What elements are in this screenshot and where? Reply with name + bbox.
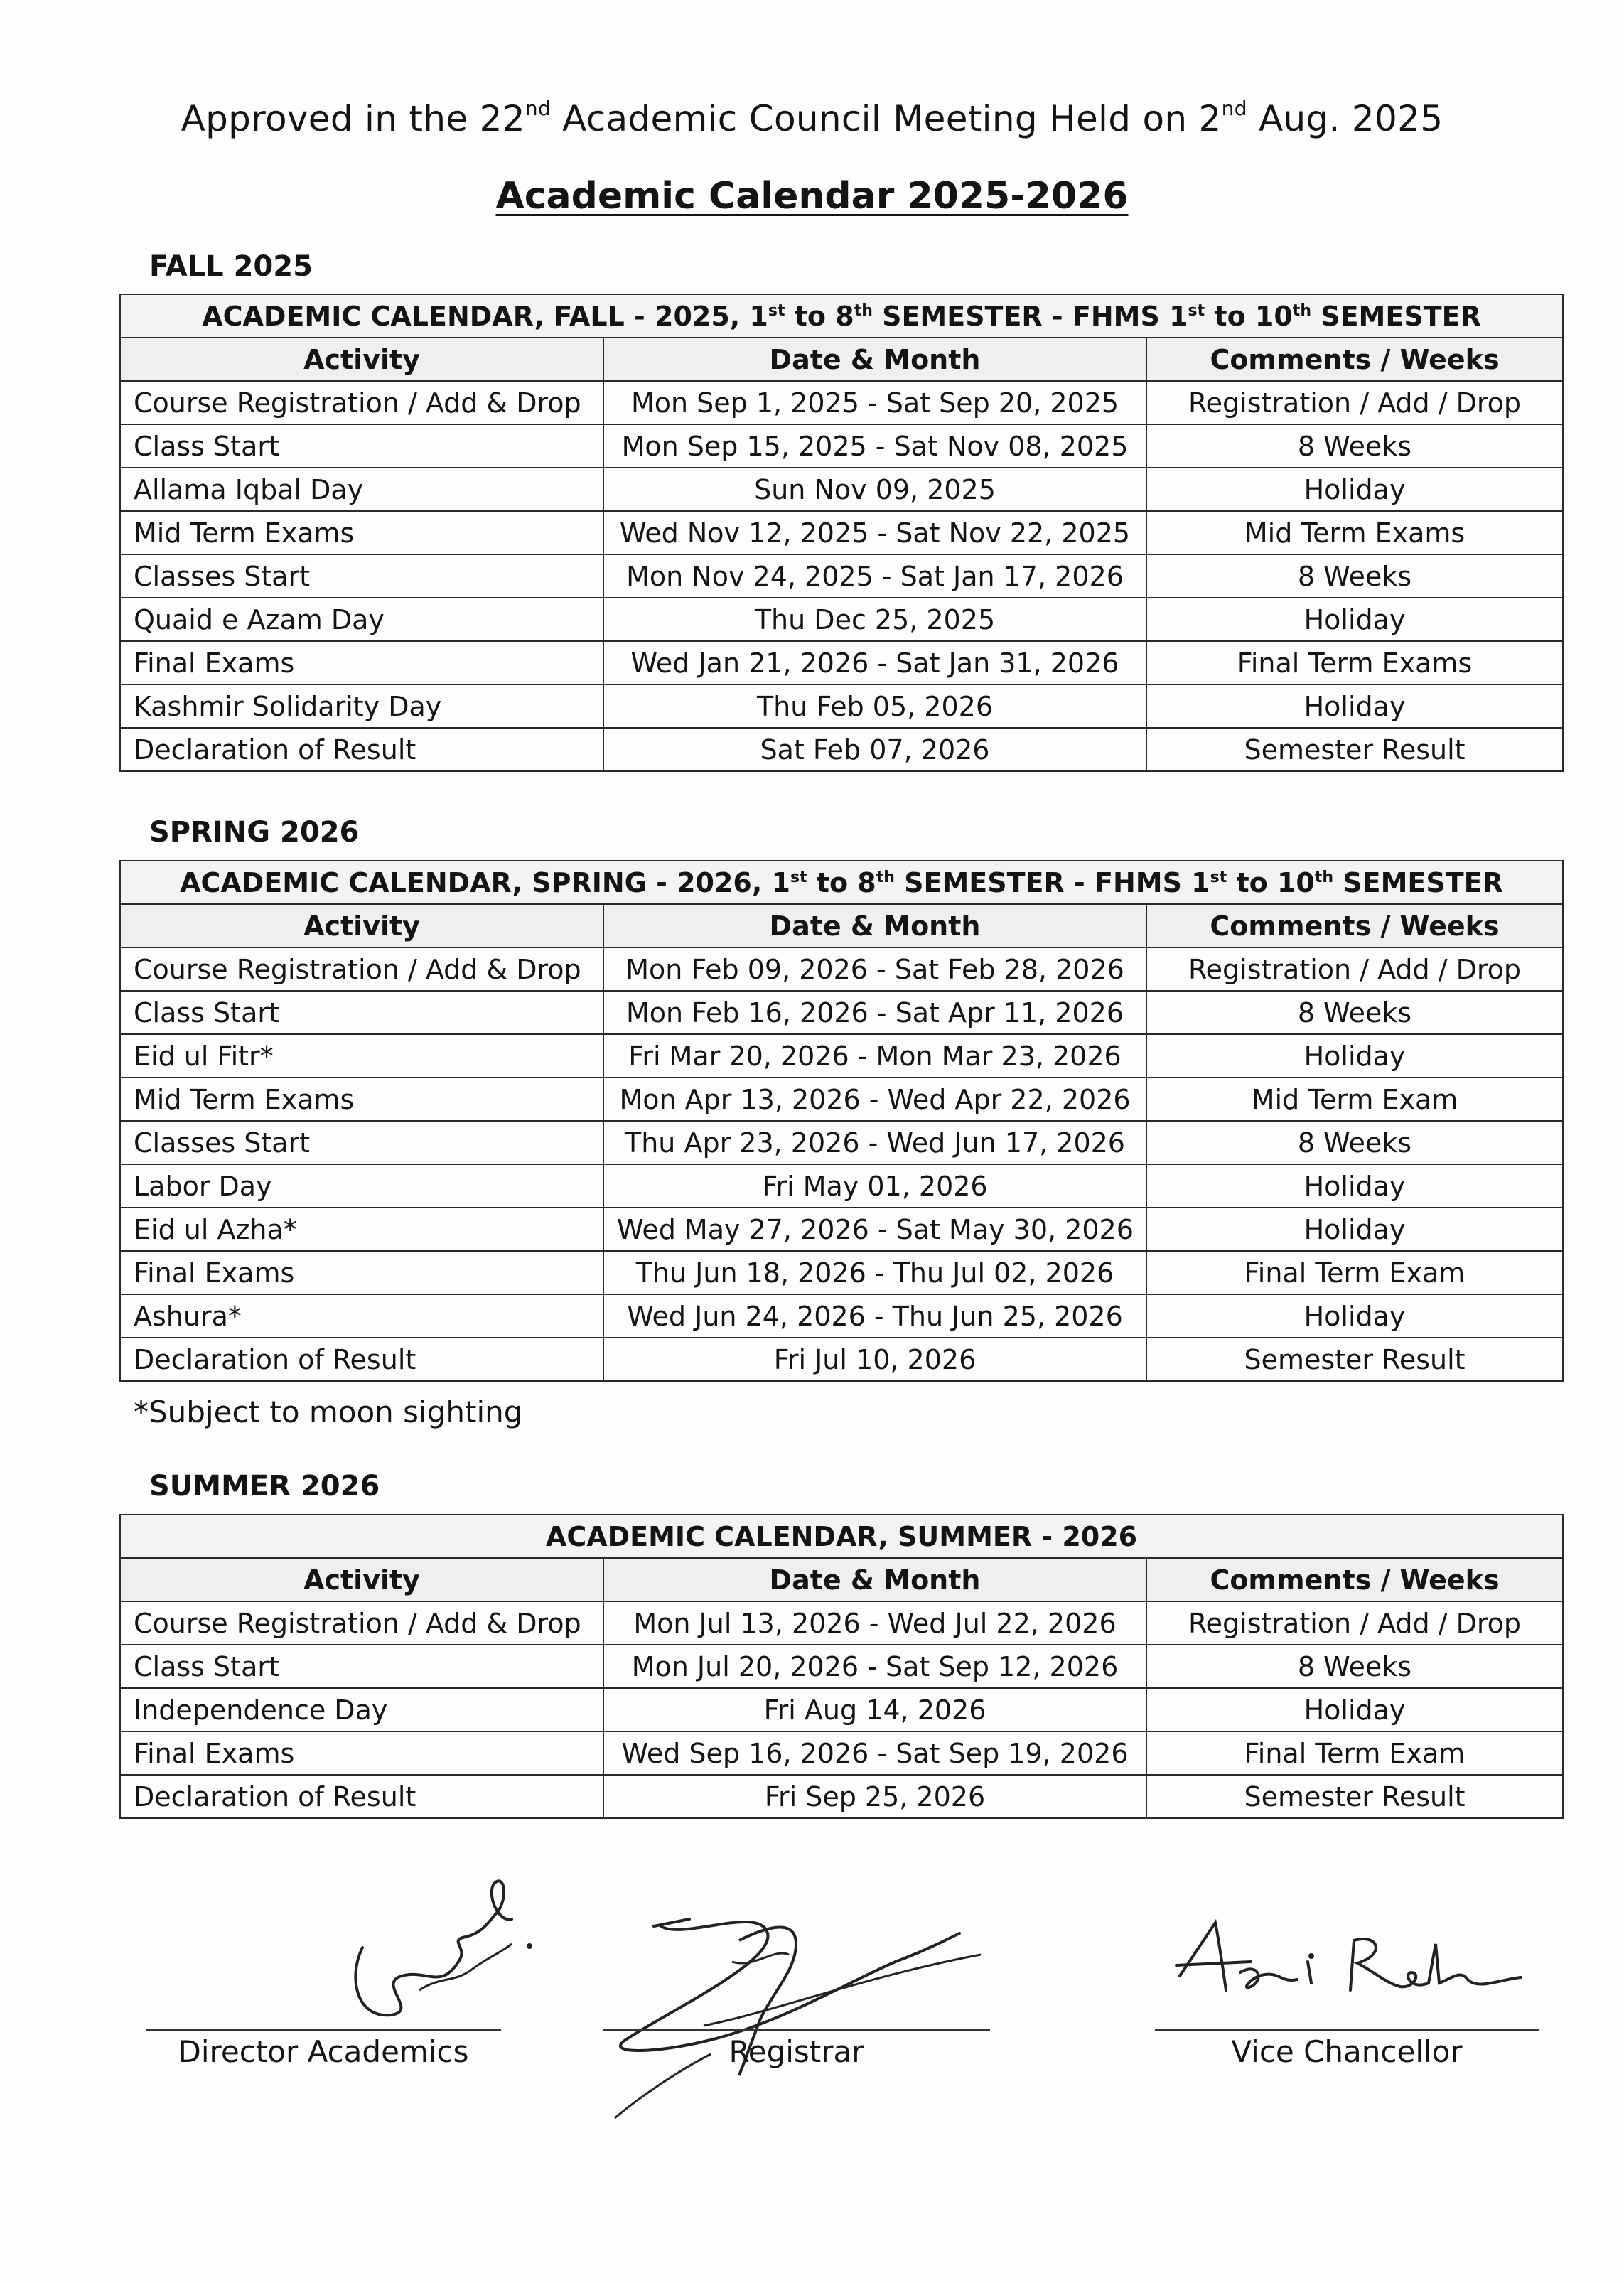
activity-cell: Mid Term Exams [120, 511, 603, 554]
date-cell: Mon Feb 09, 2026 - Sat Feb 28, 2026 [603, 947, 1146, 991]
comment-cell: Holiday [1146, 684, 1563, 728]
date-cell: Mon Apr 13, 2026 - Wed Apr 22, 2026 [603, 1078, 1146, 1121]
comment-cell: Semester Result [1146, 1338, 1563, 1381]
registrar-signature [597, 1876, 995, 2132]
table-row [120, 1034, 1563, 1078]
table-row [120, 684, 1563, 728]
table-row [120, 1601, 1563, 1645]
table-row [120, 1251, 1563, 1294]
column-header-comments: Comments / Weeks [1146, 338, 1563, 381]
comment-cell: Mid Term Exam [1146, 1078, 1563, 1121]
comment-cell: Final Term Exam [1146, 1251, 1563, 1294]
spring-calendar-table [119, 860, 1564, 1382]
date-cell: Wed Jun 24, 2026 - Thu Jun 25, 2026 [603, 1294, 1146, 1338]
page-title: Academic Calendar 2025-2026 [495, 175, 1129, 217]
activity-cell: Final Exams [120, 1731, 603, 1775]
column-header-date: Date & Month [603, 338, 1146, 381]
date-cell: Thu Apr 23, 2026 - Wed Jun 17, 2026 [603, 1121, 1146, 1164]
comment-cell: 8 Weeks [1146, 1645, 1563, 1688]
table-row [120, 1338, 1563, 1381]
comment-cell: 8 Weeks [1146, 1121, 1563, 1164]
table-row [120, 511, 1563, 554]
activity-cell: Course Registration / Add & Drop [120, 381, 603, 424]
activity-cell: Class Start [120, 424, 603, 468]
comment-cell: Holiday [1146, 468, 1563, 511]
registrar-signature-line [603, 2029, 990, 2031]
comment-cell: 8 Weeks [1146, 424, 1563, 468]
column-header-activity: Activity [120, 338, 603, 381]
activity-cell: Class Start [120, 1645, 603, 1688]
fall-table-caption: ACADEMIC CALENDAR, FALL - 2025, 1st to 8th SEMESTER - FHMS 1st to 10th SEMESTER [120, 294, 1563, 338]
comment-cell: Holiday [1146, 1034, 1563, 1078]
date-cell: Thu Feb 05, 2026 [603, 684, 1146, 728]
table-row [120, 728, 1563, 771]
fall-calendar-table [119, 294, 1564, 772]
activity-cell: Declaration of Result [120, 1775, 603, 1818]
comment-cell: Registration / Add / Drop [1146, 381, 1563, 424]
activity-cell: Declaration of Result [120, 1338, 603, 1381]
date-cell: Wed Jan 21, 2026 - Sat Jan 31, 2026 [603, 641, 1146, 684]
table-row [120, 381, 1563, 424]
table-row [120, 424, 1563, 468]
table-row [120, 1688, 1563, 1731]
table-row [120, 1294, 1563, 1338]
comment-cell: Mid Term Exams [1146, 511, 1563, 554]
approval-statement: Approved in the 22nd Academic Council Meeting Held on 2nd Aug. 2025 [181, 97, 1443, 139]
column-header-activity: Activity [120, 1558, 603, 1601]
spring-table-caption: ACADEMIC CALENDAR, SPRING - 2026, 1st to 8th SEMESTER - FHMS 1st to 10th SEMESTER [120, 861, 1563, 904]
date-cell: Sat Feb 07, 2026 [603, 728, 1146, 771]
table-header-row [120, 904, 1563, 947]
comment-cell: 8 Weeks [1146, 554, 1563, 598]
activity-cell: Quaid e Azam Day [120, 598, 603, 641]
table-row [120, 1775, 1563, 1818]
activity-cell: Ashura* [120, 1294, 603, 1338]
activity-cell: Mid Term Exams [120, 1078, 603, 1121]
table-row [120, 1121, 1563, 1164]
activity-cell: Course Registration / Add & Drop [120, 947, 603, 991]
table-row [120, 1645, 1563, 1688]
column-header-comments: Comments / Weeks [1146, 904, 1563, 947]
comment-cell: Holiday [1146, 1164, 1563, 1208]
comment-cell: Semester Result [1146, 728, 1563, 771]
column-header-date: Date & Month [603, 1558, 1146, 1601]
table-row [120, 1208, 1563, 1251]
table-row [120, 947, 1563, 991]
comment-cell: Registration / Add / Drop [1146, 1601, 1563, 1645]
date-cell: Mon Sep 1, 2025 - Sat Sep 20, 2025 [603, 381, 1146, 424]
table-row [120, 991, 1563, 1034]
date-cell: Wed May 27, 2026 - Sat May 30, 2026 [603, 1208, 1146, 1251]
date-cell: Sun Nov 09, 2025 [603, 468, 1146, 511]
date-cell: Fri May 01, 2026 [603, 1164, 1146, 1208]
comment-cell: Holiday [1146, 1294, 1563, 1338]
column-header-comments: Comments / Weeks [1146, 1558, 1563, 1601]
summer-calendar-table [119, 1514, 1564, 1819]
table-caption-row [120, 861, 1563, 904]
comment-cell: 8 Weeks [1146, 991, 1563, 1034]
comment-cell: Registration / Add / Drop [1146, 947, 1563, 991]
vice-chancellor-signature-line [1155, 2029, 1539, 2031]
table-header-row [120, 338, 1563, 381]
column-header-activity: Activity [120, 904, 603, 947]
director-signature [334, 1869, 547, 2054]
table-row [120, 1164, 1563, 1208]
comment-cell: Holiday [1146, 1208, 1563, 1251]
activity-cell: Independence Day [120, 1688, 603, 1731]
comment-cell: Semester Result [1146, 1775, 1563, 1818]
table-row [120, 598, 1563, 641]
activity-cell: Class Start [120, 991, 603, 1034]
date-cell: Mon Jul 20, 2026 - Sat Sep 12, 2026 [603, 1645, 1146, 1688]
date-cell: Fri Sep 25, 2026 [603, 1775, 1146, 1818]
vice-chancellor-label: Vice Chancellor [1231, 2034, 1463, 2069]
table-row [120, 468, 1563, 511]
date-cell: Mon Jul 13, 2026 - Wed Jul 22, 2026 [603, 1601, 1146, 1645]
comment-cell: Final Term Exam [1146, 1731, 1563, 1775]
summer-table-caption: ACADEMIC CALENDAR, SUMMER - 2026 [120, 1515, 1563, 1558]
table-row [120, 1731, 1563, 1775]
date-cell: Thu Jun 18, 2026 - Thu Jul 02, 2026 [603, 1251, 1146, 1294]
activity-cell: Allama Iqbal Day [120, 468, 603, 511]
comment-cell: Holiday [1146, 598, 1563, 641]
registrar-label: Registrar [728, 2034, 864, 2069]
date-cell: Mon Feb 16, 2026 - Sat Apr 11, 2026 [603, 991, 1146, 1034]
date-cell: Wed Nov 12, 2025 - Sat Nov 22, 2025 [603, 511, 1146, 554]
fall-section-label: FALL 2025 [149, 250, 313, 283]
table-header-row [120, 1558, 1563, 1601]
vice-chancellor-signature [1166, 1912, 1535, 2011]
table-row [120, 1078, 1563, 1121]
column-header-date: Date & Month [603, 904, 1146, 947]
summer-section-label: SUMMER 2026 [149, 1470, 380, 1503]
date-cell: Thu Dec 25, 2025 [603, 598, 1146, 641]
activity-cell: Eid ul Fitr* [120, 1034, 603, 1078]
table-caption-row [120, 1515, 1563, 1558]
activity-cell: Final Exams [120, 641, 603, 684]
date-cell: Fri Aug 14, 2026 [603, 1688, 1146, 1731]
date-cell: Wed Sep 16, 2026 - Sat Sep 19, 2026 [603, 1731, 1146, 1775]
date-cell: Fri Mar 20, 2026 - Mon Mar 23, 2026 [603, 1034, 1146, 1078]
comment-cell: Holiday [1146, 1688, 1563, 1731]
activity-cell: Declaration of Result [120, 728, 603, 771]
activity-cell: Eid ul Azha* [120, 1208, 603, 1251]
moon-sighting-note: *Subject to moon sighting [134, 1395, 523, 1429]
table-caption-row [120, 294, 1563, 338]
activity-cell: Course Registration / Add & Drop [120, 1601, 603, 1645]
activity-cell: Labor Day [120, 1164, 603, 1208]
director-signature-line [146, 2029, 501, 2031]
date-cell: Mon Nov 24, 2025 - Sat Jan 17, 2026 [603, 554, 1146, 598]
date-cell: Mon Sep 15, 2025 - Sat Nov 08, 2025 [603, 424, 1146, 468]
spring-section-label: SPRING 2026 [149, 816, 360, 849]
activity-cell: Classes Start [120, 554, 603, 598]
activity-cell: Final Exams [120, 1251, 603, 1294]
comment-cell: Final Term Exams [1146, 641, 1563, 684]
date-cell: Fri Jul 10, 2026 [603, 1338, 1146, 1381]
table-row [120, 554, 1563, 598]
director-academics-label: Director Academics [178, 2034, 469, 2069]
table-row [120, 641, 1563, 684]
activity-cell: Classes Start [120, 1121, 603, 1164]
activity-cell: Kashmir Solidarity Day [120, 684, 603, 728]
